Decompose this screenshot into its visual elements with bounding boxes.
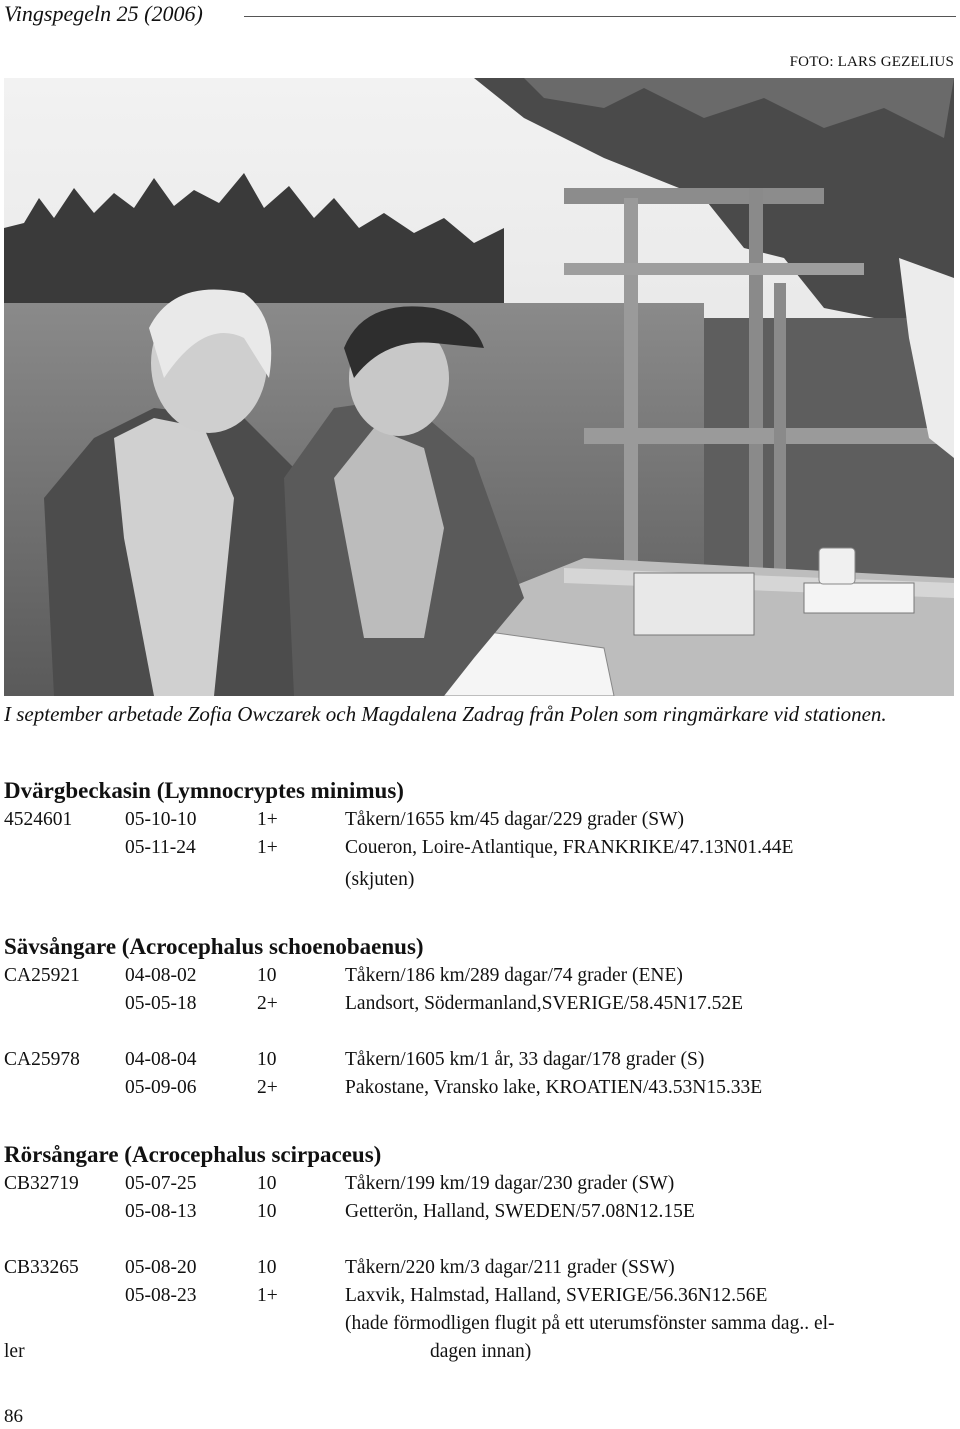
date: 05-08-20 (125, 1257, 197, 1278)
box (634, 573, 754, 635)
age: 1+ (257, 809, 278, 830)
age: 10 (257, 1049, 277, 1070)
date: 05-08-23 (125, 1285, 197, 1306)
note-text: (hade förmodligen flugit på ett uterumsfönster samma dag.. el- (345, 1313, 835, 1334)
book (804, 583, 914, 613)
species-section (4, 932, 956, 1102)
location: Landsort, Södermanland,SVERIGE/58.45N17.52E (345, 993, 744, 1014)
species-heading: Sävsångare (Acrocephalus schoenobaenus) (4, 934, 424, 959)
location: Pakostane, Vransko lake, KROATIEN/43.53N15.33E (345, 1077, 763, 1098)
record-note (4, 1310, 956, 1338)
location: Tåkern/1655 km/45 dagar/229 grader (SW) (345, 809, 684, 830)
photo-credit: FOTO: LARS GEZELIUS (789, 54, 954, 70)
record-row (4, 1170, 956, 1198)
page-number: 86 (4, 1406, 23, 1427)
age: 10 (257, 965, 277, 986)
record-row (4, 1282, 956, 1310)
species-heading: Dvärgbeckasin (Lymnocryptes minimus) (4, 778, 404, 803)
record-row (4, 990, 956, 1018)
record-row (4, 1198, 956, 1226)
age: 2+ (257, 993, 278, 1014)
note-text: dagen innan) (430, 1341, 532, 1362)
age: 1+ (257, 1285, 278, 1306)
record-note (4, 1338, 956, 1366)
location: Coueron, Loire-Atlantique, FRANKRIKE/47.13N01.44E (345, 837, 794, 858)
age: 2+ (257, 1077, 278, 1098)
ring-number: CA25921 (4, 965, 80, 986)
date: 05-07-25 (125, 1173, 197, 1194)
record-row (4, 1046, 956, 1074)
ring-number: CB33265 (4, 1257, 79, 1278)
location: Tåkern/220 km/3 dagar/211 grader (SSW) (345, 1257, 675, 1278)
location: Tåkern/199 km/19 dagar/230 grader (SW) (345, 1173, 675, 1194)
date: 04-08-02 (125, 965, 197, 986)
ring-number: CA25978 (4, 1049, 80, 1070)
age: 10 (257, 1201, 277, 1222)
header-rule (244, 16, 956, 17)
wooden-frame (564, 188, 824, 204)
age: 10 (257, 1173, 277, 1194)
date: 05-10-10 (125, 809, 197, 830)
ring-number: CB32719 (4, 1173, 79, 1194)
ring-number: 4524601 (4, 809, 73, 830)
age: 10 (257, 1257, 277, 1278)
record-row (4, 962, 956, 990)
location: Tåkern/1605 km/1 år, 33 dagar/178 grader (S) (345, 1049, 705, 1070)
record-row (4, 834, 956, 862)
record-note (4, 866, 956, 894)
note-text: ler (4, 1341, 25, 1362)
page-header (4, 0, 956, 30)
species-section (4, 1140, 956, 1366)
mug (819, 548, 855, 584)
location: Getterön, Halland, SWEDEN/57.08N12.15E (345, 1201, 695, 1222)
age: 1+ (257, 837, 278, 858)
date: 05-09-06 (125, 1077, 197, 1098)
date: 05-05-18 (125, 993, 197, 1014)
photo-illustration (4, 78, 954, 696)
date: 05-08-13 (125, 1201, 197, 1222)
record-row (4, 1074, 956, 1102)
note-text: (skjuten) (345, 869, 415, 890)
species-heading: Rörsångare (Acrocephalus scirpaceus) (4, 1142, 382, 1167)
species-section (4, 776, 956, 894)
location: Tåkern/186 km/289 dagar/74 grader (ENE) (345, 965, 683, 986)
photograph (4, 78, 954, 696)
date: 04-08-04 (125, 1049, 197, 1070)
record-row (4, 1254, 956, 1282)
journal-title: Vingspegeln 25 (2006) (4, 1, 203, 26)
date: 05-11-24 (125, 837, 196, 858)
location: Laxvik, Halmstad, Halland, SVERIGE/56.36N12.56E (345, 1285, 768, 1306)
photo-caption: I september arbetade Zofia Owczarek och Magdalena Zadrag från Polen som ringmärkare vid stationen. (4, 702, 887, 726)
record-row (4, 806, 956, 834)
